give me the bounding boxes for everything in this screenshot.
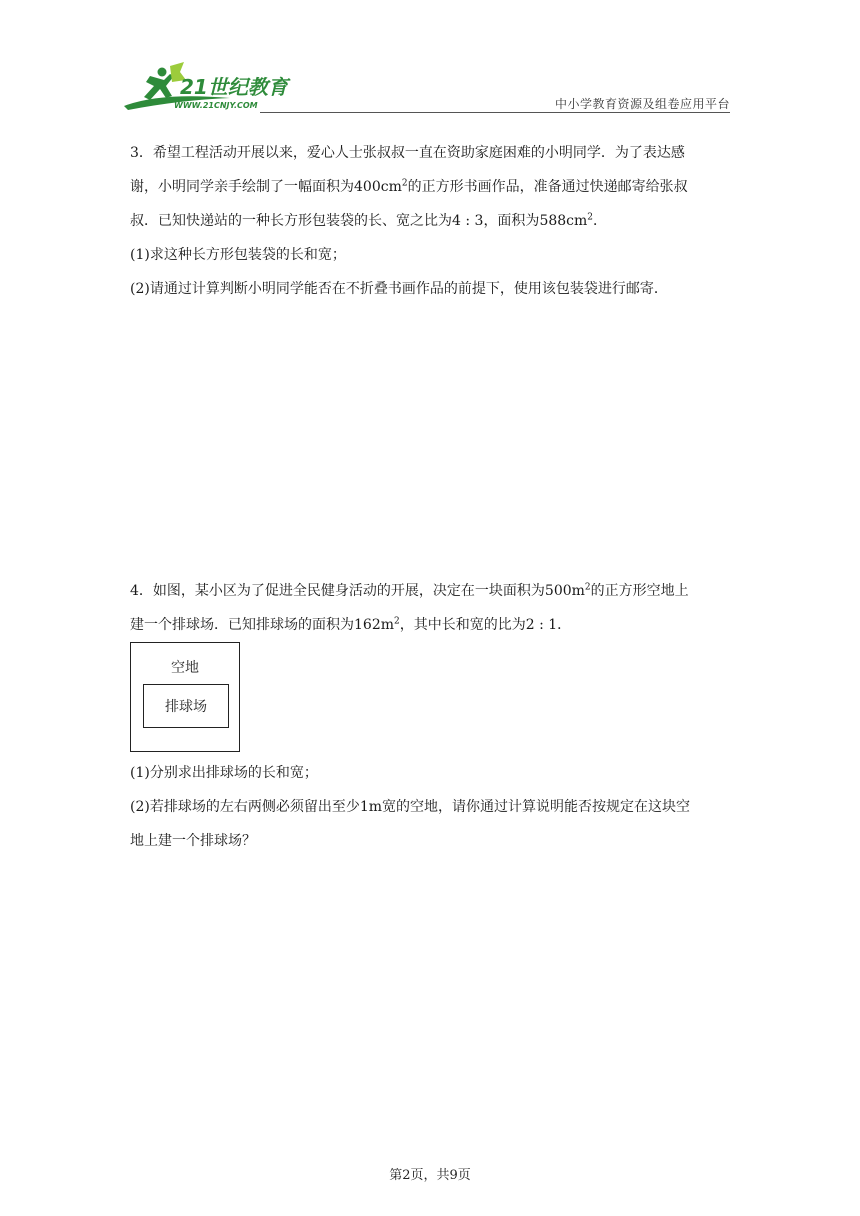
page-number: 第2页，共9页 <box>389 1168 471 1183</box>
q3-line-2: 谢，小明同学亲手绘制了一幅面积为$400cm^2$的正方形书画作品，准备通过快递邮寄给张叔 <box>130 178 688 195</box>
header-rule <box>260 112 730 113</box>
q4-ratio: 2 : 1 <box>525 617 558 633</box>
q4-line-1: 4．如图，某小区为了促进全民健身活动的开展，决定在一块面积为$500m^2$的正方形空地上 <box>130 582 689 599</box>
figure-volleyball-court <box>143 684 229 728</box>
page-header <box>120 62 730 116</box>
q3-bag-area: 588cm <box>539 213 588 229</box>
logo-url: WWW.21CNJY.COM <box>174 101 258 110</box>
platform-name: 中小学教育资源及组卷应用平台 <box>554 97 730 111</box>
q4-subquestion-1: (1)分别求出排球场的长和宽； <box>130 765 318 781</box>
question-3 <box>130 136 730 306</box>
q4-subquestion-2-line-2: 地上建一个排球场？ <box>130 833 256 849</box>
logo-runner-head-icon <box>158 68 167 77</box>
q4-subquestion-2-line-1: (2)若排球场的左右两侧必须留出至少1m宽的空地，请你通过计算说明能否按规定在这块空 <box>130 799 691 815</box>
q4-line-2: 建一个排球场．已知排球场的面积为$162m^2$，其中长和宽的比为2 : 1． <box>130 616 572 633</box>
logo-runner-body-icon <box>144 74 174 100</box>
question-4 <box>130 574 730 642</box>
q3-subquestion-1: (1)求这种长方形包装袋的长和宽； <box>130 247 346 263</box>
question-4-subquestions <box>130 756 730 858</box>
q3-area-value: 400cm <box>354 179 402 195</box>
logo-text: 21世纪教育 <box>180 75 288 99</box>
q3-line-3: 叔．已知快递站的一种长方形包装袋的长、宽之比为4 : 3，面积为$588cm^2$． <box>130 212 608 229</box>
q3-subquestion-2: (2)请通过计算判断小明同学能否在不折叠书画作品的前提下，使用该包装袋进行邮寄． <box>130 281 668 297</box>
figure-label-open-land: 空地 <box>171 660 199 676</box>
logo <box>120 62 320 116</box>
figure-label-court: 排球场 <box>165 699 207 715</box>
q4-land-area: 500m <box>544 583 585 599</box>
q4-court-area: 162m <box>354 617 394 633</box>
q3-ratio: 4 : 3 <box>452 213 484 229</box>
q3-line-1: 3．希望工程活动开展以来，爱心人士张叔叔一直在资助家庭困难的小明同学．为了表达感 <box>130 145 685 161</box>
figure-open-land <box>130 642 240 752</box>
